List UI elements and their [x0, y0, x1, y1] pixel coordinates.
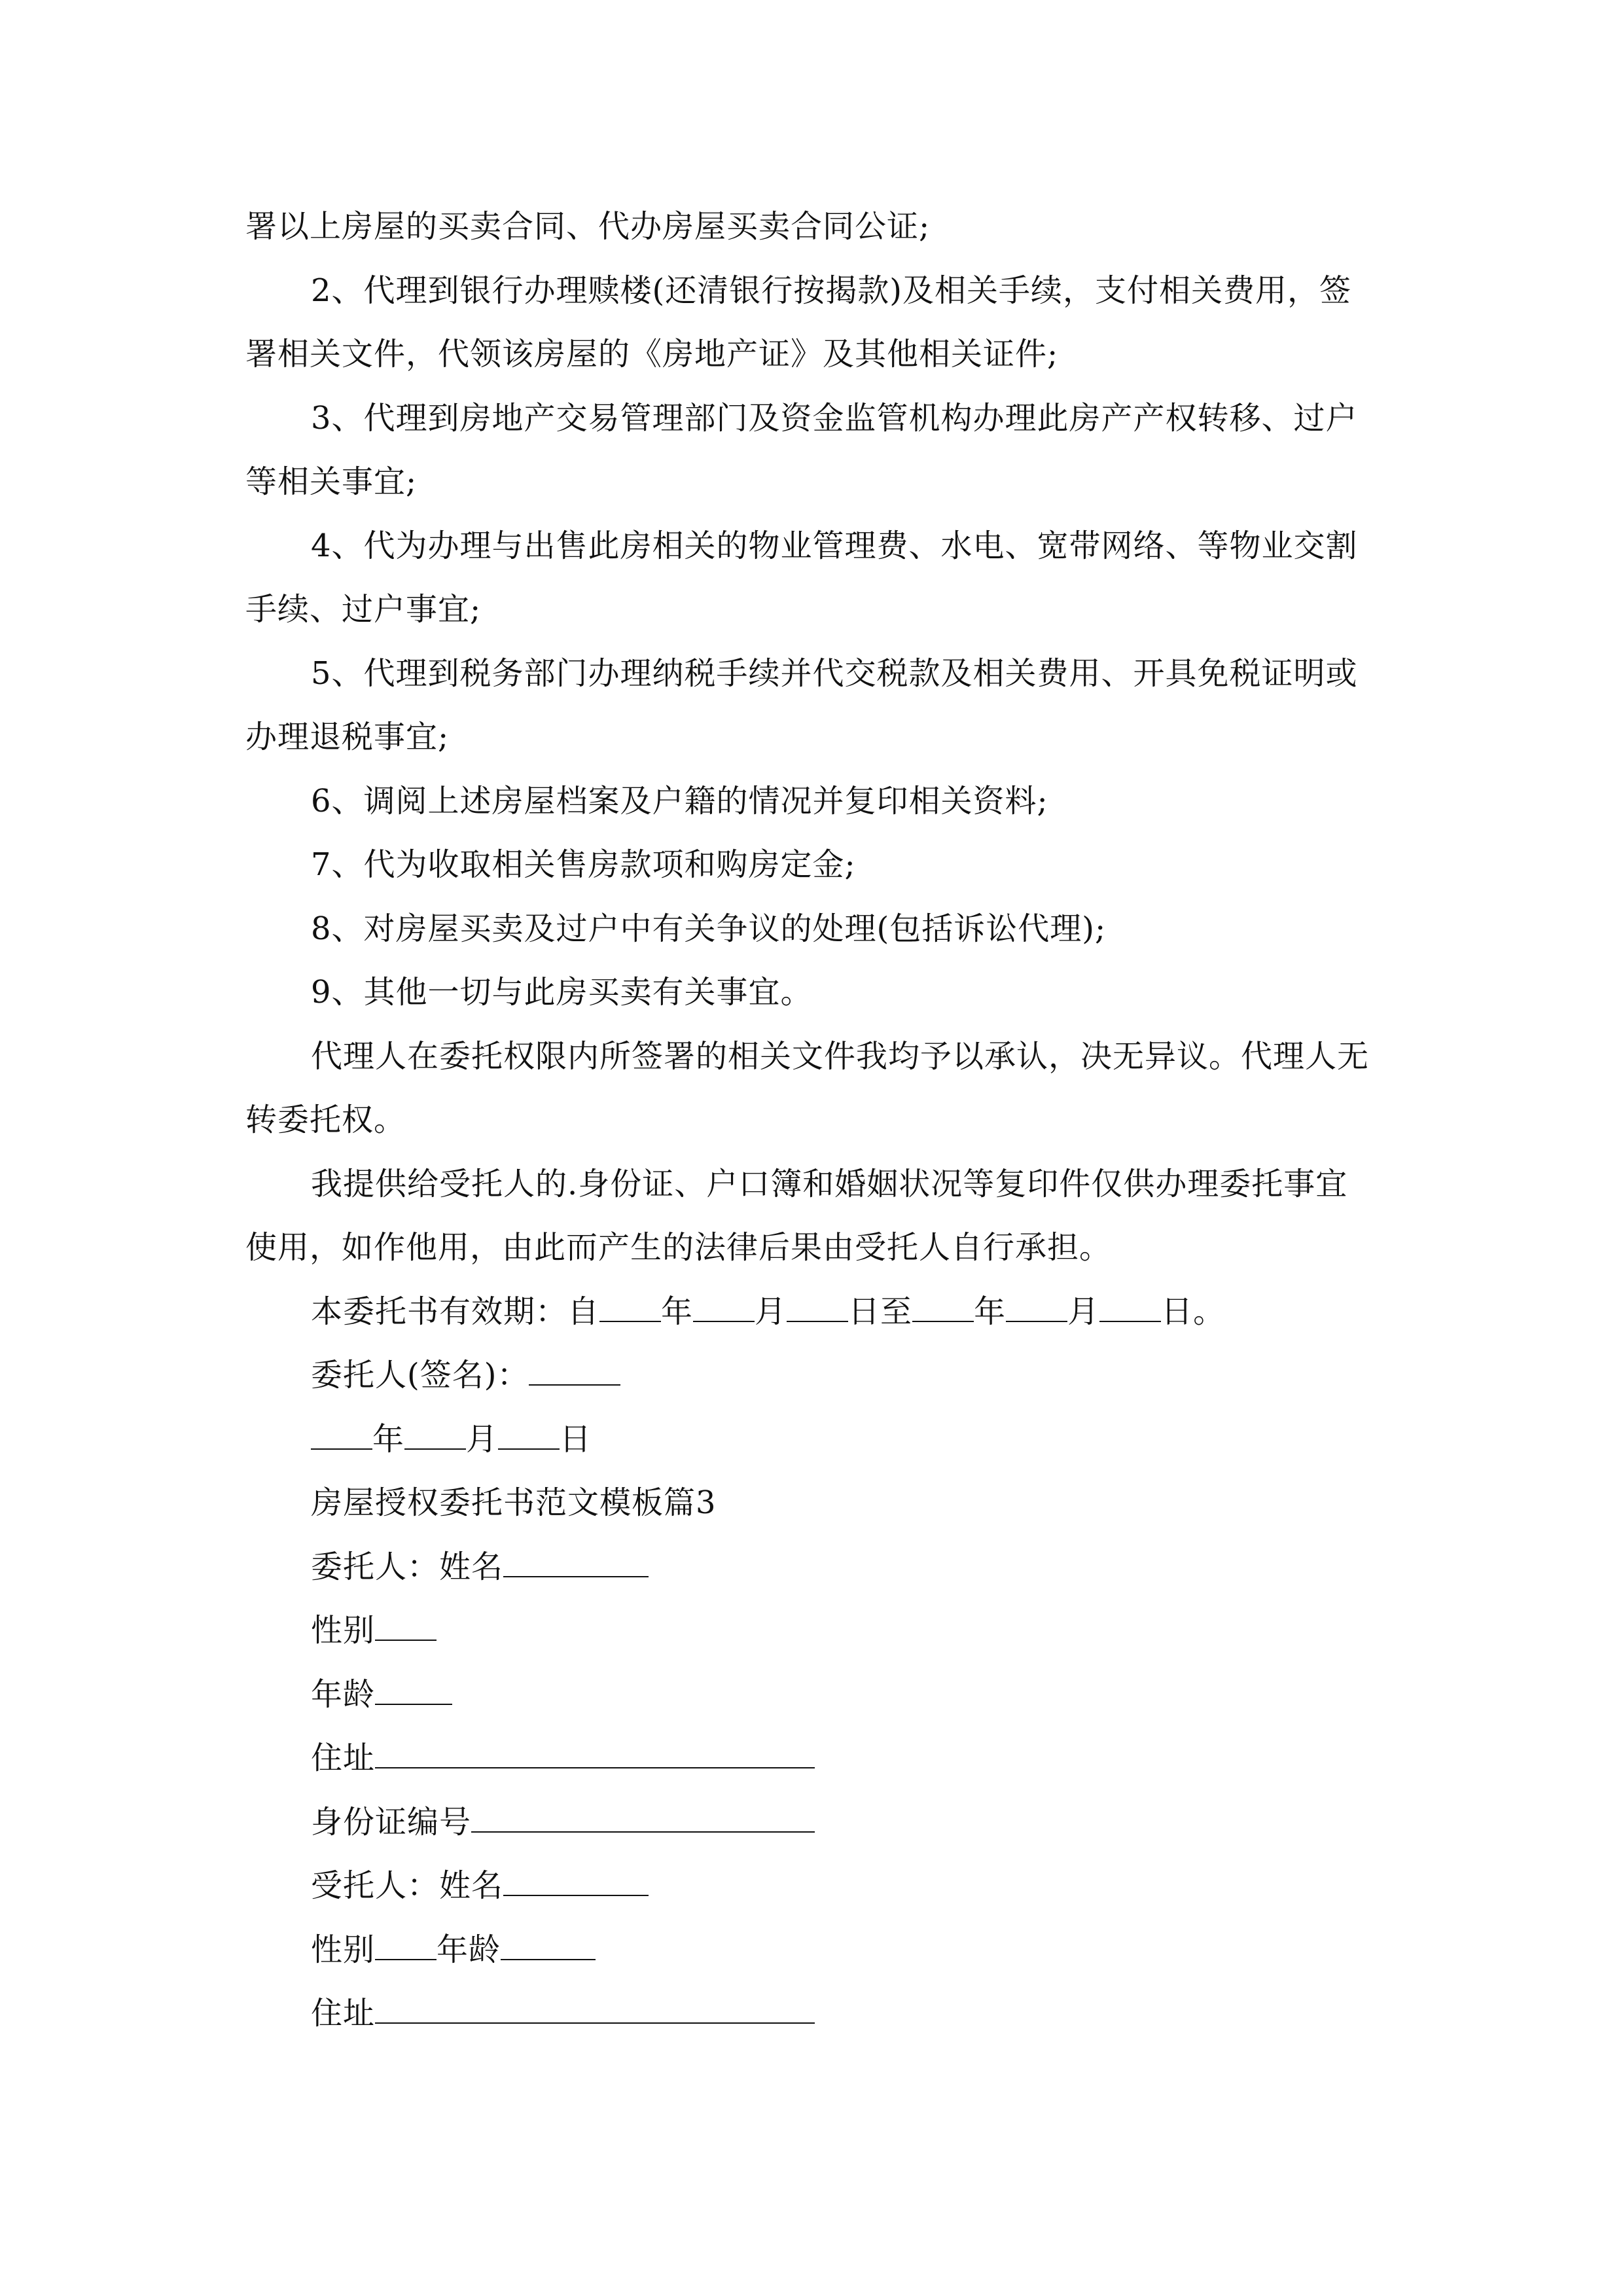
- agent-age-field[interactable]: [501, 1930, 596, 1960]
- agent-address-field[interactable]: [375, 1994, 815, 2024]
- clause-7: 7、代为收取相关售房款项和购房定金;: [311, 846, 856, 883]
- principal-age-line: [245, 1663, 1378, 1727]
- text-line: 署相关文件，代领该房屋的《房地产证》及其他相关证件;: [245, 336, 1059, 372]
- validity-year2-label: 年: [974, 1293, 1007, 1330]
- validity-prefix: 本委托书有效期：自: [311, 1293, 600, 1330]
- validity-year-label: 年: [661, 1293, 694, 1330]
- principal-id-field[interactable]: [471, 1803, 815, 1833]
- clause-3: 3、代理到房地产交易管理部门及资金监管机构办理此房产产权转移、过户: [311, 399, 1358, 437]
- agent-name-label: 受托人：姓名: [311, 1867, 504, 1904]
- text-line: 转委托权。: [245, 1102, 406, 1138]
- agent-address-line: [245, 1982, 1378, 2046]
- principal-signature-label: 委托人(签名)：: [311, 1357, 529, 1393]
- agent-gender-age-line: [245, 1918, 1378, 1982]
- clause-8: 8、对房屋买卖及过户中有关争议的处理(包括诉讼代理);: [311, 910, 1107, 947]
- principal-gender-line: [245, 1599, 1378, 1663]
- sign-year-label: 年: [372, 1420, 405, 1458]
- agent-name-field[interactable]: [503, 1866, 649, 1896]
- principal-gender-field[interactable]: [375, 1611, 437, 1641]
- blank-field[interactable]: [912, 1292, 974, 1322]
- sign-month-label: 月: [466, 1420, 499, 1458]
- sign-day-label: 日: [560, 1420, 592, 1458]
- agent-age-label: 年龄: [437, 1931, 501, 1968]
- validity-period-line: [245, 1280, 1378, 1344]
- clause-9: 9、其他一切与此房买卖有关事宜。: [311, 974, 813, 1011]
- text-line: 使用，如作他用，由此而产生的法律后果由受托人自行承担。: [245, 1229, 1112, 1266]
- principal-gender-label: 性别: [311, 1612, 376, 1649]
- validity-day-to-label: 日至: [848, 1293, 913, 1330]
- blank-field[interactable]: [693, 1292, 755, 1322]
- documents-paragraph: 我提供给受托人的.身份证、户口簿和婚姻状况等复印件仅供办理委托事宜: [311, 1165, 1348, 1202]
- section-title: 房屋授权委托书范文模板篇3: [311, 1484, 717, 1521]
- blank-field[interactable]: [599, 1292, 661, 1322]
- validity-month-label: 月: [755, 1293, 787, 1330]
- blank-field[interactable]: [787, 1292, 848, 1322]
- signature-field[interactable]: [529, 1355, 620, 1386]
- principal-name-field[interactable]: [503, 1547, 649, 1577]
- principal-signature-line: [245, 1344, 1378, 1408]
- agent-gender-field[interactable]: [375, 1930, 437, 1960]
- principal-address-label: 住址: [311, 1740, 376, 1776]
- principal-name-line: [245, 1535, 1378, 1600]
- principal-id-label: 身份证编号: [311, 1803, 472, 1840]
- blank-field[interactable]: [498, 1420, 560, 1450]
- blank-field[interactable]: [404, 1420, 466, 1450]
- validity-day-end-label: 日。: [1161, 1293, 1226, 1330]
- principal-address-line: [245, 1727, 1378, 1791]
- text-line: 等相关事宜;: [245, 463, 418, 500]
- blank-field[interactable]: [1006, 1292, 1067, 1322]
- validity-month2-label: 月: [1067, 1293, 1100, 1330]
- agent-name-line: [245, 1854, 1378, 1918]
- text-line: 办理退税事宜;: [245, 719, 450, 755]
- principal-age-label: 年龄: [311, 1676, 376, 1713]
- agent-address-label: 住址: [311, 1995, 376, 2032]
- text-line: 署以上房屋的买卖合同、代办房屋买卖合同公证;: [245, 208, 931, 245]
- clause-5: 5、代理到税务部门办理纳税手续并代交税款及相关费用、开具免税证明或: [311, 655, 1358, 692]
- clause-2: 2、代理到银行办理赎楼(还清银行按揭款)及相关手续，支付相关费用，签: [311, 272, 1351, 309]
- signature-date-line: [245, 1408, 1378, 1472]
- document-body: [245, 195, 1378, 2046]
- principal-name-label: 委托人：姓名: [311, 1548, 504, 1585]
- acknowledgement-paragraph: 代理人在委托权限内所签署的相关文件我均予以承认，决无异议。代理人无: [311, 1037, 1370, 1075]
- text-line: 手续、过户事宜;: [245, 591, 482, 628]
- clause-6: 6、调阅上述房屋档案及户籍的情况并复印相关资料;: [311, 782, 1048, 819]
- blank-field[interactable]: [311, 1420, 372, 1450]
- principal-address-field[interactable]: [375, 1738, 815, 1768]
- blank-field[interactable]: [1099, 1292, 1161, 1322]
- principal-age-field[interactable]: [375, 1675, 452, 1705]
- clause-4: 4、代为办理与出售此房相关的物业管理费、水电、宽带网络、等物业交割: [311, 527, 1358, 564]
- agent-gender-label: 性别: [311, 1931, 376, 1968]
- principal-id-line: [245, 1791, 1378, 1855]
